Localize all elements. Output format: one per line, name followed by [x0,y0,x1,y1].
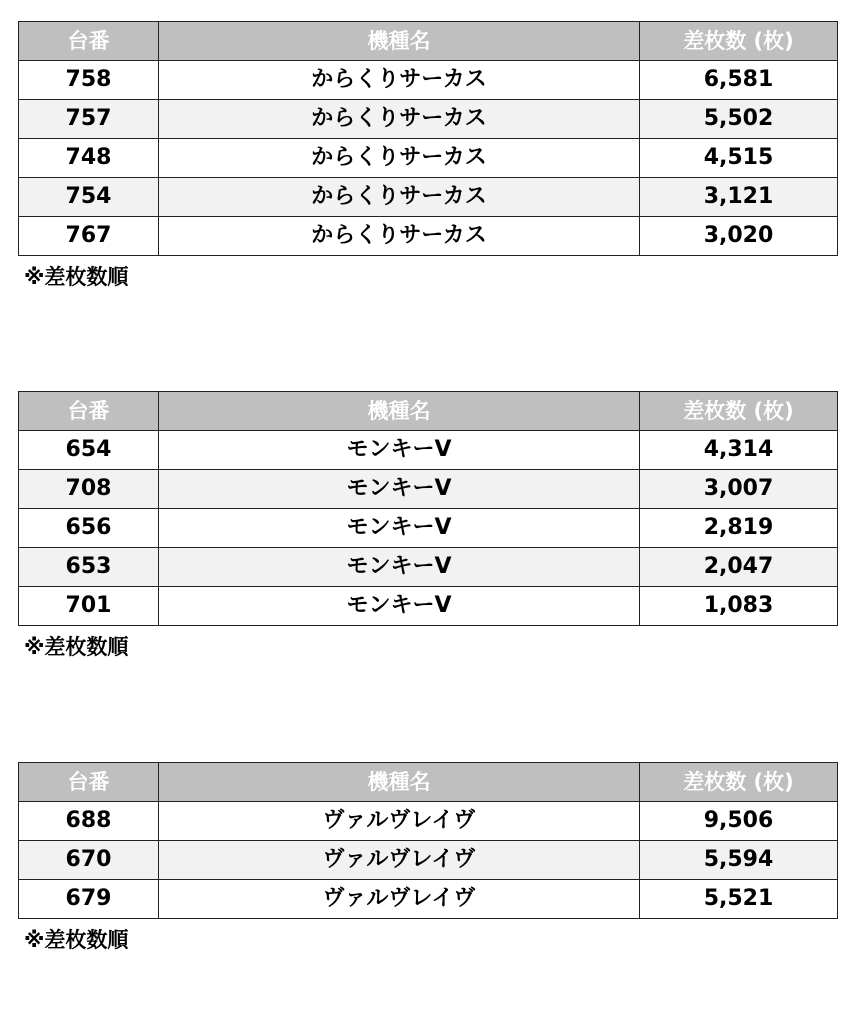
table-row [19,802,838,841]
table-row [19,880,838,919]
table-row [19,470,838,509]
ranking-table-3 [18,762,838,919]
coin-difference-cell: 3,007 [640,470,838,509]
machine-name-cell: モンキーV [159,509,640,548]
machine-name-cell: からくりサーカス [159,217,640,256]
coin-difference-cell: 4,314 [640,431,838,470]
header-coin-difference: 差枚数 (枚) [640,763,838,802]
table-row [19,178,838,217]
machine-name-cell: からくりサーカス [159,100,640,139]
machine-number-cell: 767 [19,217,159,256]
coin-difference-cell: 1,083 [640,587,838,626]
ranking-table-2 [18,391,838,626]
header-machine-number: 台番 [19,22,159,61]
machine-number-cell: 757 [19,100,159,139]
coin-difference-cell: 9,506 [640,802,838,841]
coin-difference-cell: 2,047 [640,548,838,587]
table-row [19,548,838,587]
machine-name-cell: モンキーV [159,431,640,470]
coin-difference-cell: 3,121 [640,178,838,217]
table-row [19,61,838,100]
sort-order-note: ※差枚数順 [24,928,129,952]
header-machine-name: 機種名 [159,763,640,802]
header-machine-number: 台番 [19,763,159,802]
machine-name-cell: からくりサーカス [159,61,640,100]
table-header-row [19,392,838,431]
machine-number-cell: 670 [19,841,159,880]
ranking-block-2 [18,391,837,660]
table-row [19,841,838,880]
table-row [19,217,838,256]
machine-number-cell: 688 [19,802,159,841]
machine-number-cell: 754 [19,178,159,217]
sort-order-note: ※差枚数順 [24,635,129,659]
table-row [19,100,838,139]
machine-number-cell: 708 [19,470,159,509]
machine-number-cell: 679 [19,880,159,919]
machine-name-cell: モンキーV [159,548,640,587]
machine-name-cell: モンキーV [159,470,640,509]
table-header-row [19,763,838,802]
header-machine-number: 台番 [19,392,159,431]
header-coin-difference: 差枚数 (枚) [640,392,838,431]
machine-number-cell: 701 [19,587,159,626]
header-machine-name: 機種名 [159,392,640,431]
machine-name-cell: ヴァルヴレイヴ [159,880,640,919]
machine-number-cell: 656 [19,509,159,548]
coin-difference-cell: 5,594 [640,841,838,880]
table-row [19,509,838,548]
ranking-table-1 [18,21,838,256]
ranking-block-1 [18,21,837,290]
table-row [19,139,838,178]
sort-order-note: ※差枚数順 [24,265,129,289]
coin-difference-cell: 2,819 [640,509,838,548]
table-row [19,587,838,626]
header-machine-name: 機種名 [159,22,640,61]
coin-difference-cell: 6,581 [640,61,838,100]
coin-difference-cell: 5,521 [640,880,838,919]
coin-difference-cell: 4,515 [640,139,838,178]
machine-number-cell: 748 [19,139,159,178]
table-row [19,431,838,470]
machine-name-cell: ヴァルヴレイヴ [159,841,640,880]
ranking-block-3 [18,762,837,953]
machine-name-cell: ヴァルヴレイヴ [159,802,640,841]
machine-name-cell: からくりサーカス [159,178,640,217]
machine-number-cell: 758 [19,61,159,100]
header-coin-difference: 差枚数 (枚) [640,22,838,61]
coin-difference-cell: 3,020 [640,217,838,256]
coin-difference-cell: 5,502 [640,100,838,139]
machine-number-cell: 654 [19,431,159,470]
table-header-row [19,22,838,61]
machine-name-cell: モンキーV [159,587,640,626]
machine-number-cell: 653 [19,548,159,587]
machine-name-cell: からくりサーカス [159,139,640,178]
